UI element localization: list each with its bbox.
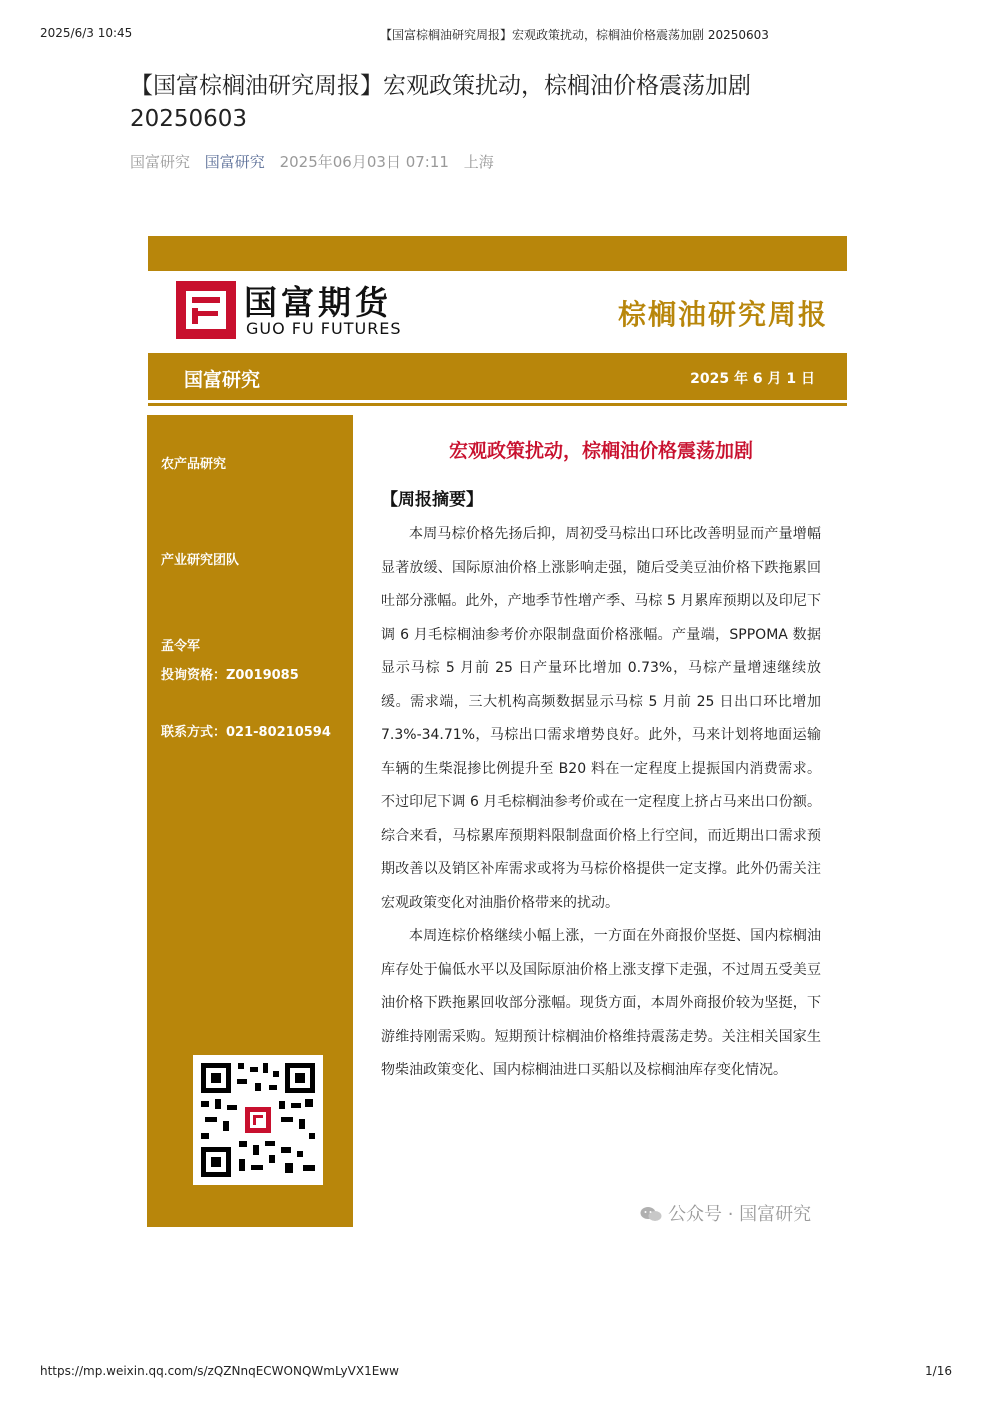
publish-datetime: 2025年06月03日 07:11	[279, 153, 449, 171]
print-timestamp: 2025/6/3 10:45	[40, 26, 133, 40]
sidebar-category: 农产品研究	[161, 457, 227, 472]
sidebar-contact: 联系方式：021-80210594	[161, 725, 331, 740]
logo-cn-text: 国富期货	[244, 283, 392, 322]
report-date: 2025 年 6 月 1 日	[690, 371, 815, 387]
print-footer	[40, 1364, 952, 1382]
report-content	[381, 436, 821, 1088]
report-headline: 宏观政策扰动，棕榈油价格震荡加剧	[448, 440, 753, 462]
page-url: https://mp.weixin.qq.com/s/zQZNnqECWONQWmLyVX1Eww	[40, 1364, 399, 1378]
article-meta	[130, 151, 504, 172]
report-band	[148, 353, 847, 403]
band-label: 国富研究	[184, 369, 261, 391]
page-number: 1/16	[925, 1364, 952, 1378]
logo-mark-icon	[176, 281, 236, 339]
publish-location: 上海	[463, 153, 494, 171]
summary-label: 【周报摘要】	[381, 490, 483, 510]
wechat-watermark	[640, 1200, 811, 1226]
report-top-bar	[148, 236, 847, 271]
sidebar-analyst: 孟令军	[161, 639, 201, 654]
watermark-text: 公众号 · 国富研究	[668, 1204, 812, 1225]
logo-en-text: GUO FU FUTURES	[246, 319, 402, 338]
account-link[interactable]: 国富研究	[204, 153, 265, 171]
report-sidebar	[147, 415, 353, 1227]
print-header	[40, 26, 952, 44]
qr-code-icon	[193, 1055, 323, 1185]
sidebar-qualification: 投询资格：Z0019085	[161, 668, 299, 683]
article-source: 国富研究	[130, 153, 191, 171]
report-name: 棕榈油研究周报	[617, 298, 828, 331]
summary-paragraph: 本周马棕价格先扬后抑，周初受马棕出口环比改善明显而产量增幅显著放缓、国际原油价格上涨影响走强，随后受美豆油价格下跌拖累回吐部分涨幅。此外，产地季节性增产季、马棕 5 月累库预期以及印尼下调 6 月毛棕榈油参考价亦限制盘面价格涨幅。产量端，SPPOMA 数据显示马棕 5 月前 25 日产量环比增加 0.73%，马棕产量增速继续放缓。需求端，三大机构高频数据显示马棕 5 月前 25 日出口环比增加 7.3%-34.71%，马棕出口需求增势良好。此外，马来计划将地面运输车辆的生柴混掺比例提升至 B20 料在一定程度上提振国内消费需求。不过印尼下调 6 月毛棕榈油参考价或在一定程度上挤占马来出口份额。综合来看，马棕累库预期料限制盘面价格上行空间，而近期出口需求预期改善以及销区补库需求或将为马棕价格提供一定支撑。此外仍需关注宏观政策变化对油脂价格带来的扰动。	[381, 526, 821, 911]
sidebar-team: 产业研究团队	[161, 553, 240, 568]
article-title: 【国富棕榈油研究周报】宏观政策扰动，棕榈油价格震荡加剧 20250603	[130, 73, 751, 132]
report-page-image	[148, 236, 848, 1236]
wechat-icon	[640, 1206, 662, 1222]
print-doc-title: 【国富棕榈油研究周报】宏观政策扰动，棕榈油价格震荡加剧 20250603	[380, 28, 769, 42]
company-logo	[176, 281, 426, 341]
summary-paragraph: 本周连棕价格继续小幅上涨，一方面在外商报价坚挺、国内棕榈油库存处于偏低水平以及国际原油价格上涨支撑下走强，不过周五受美豆油价格下跌拖累回收部分涨幅。现货方面，本周外商报价较为坚挺，下游维持刚需采购。短期预计棕榈油价格维持震荡走势。关注相关国家生物柴油政策变化、国内棕榈油进口买船以及棕榈油库存变化情况。	[381, 928, 821, 1078]
